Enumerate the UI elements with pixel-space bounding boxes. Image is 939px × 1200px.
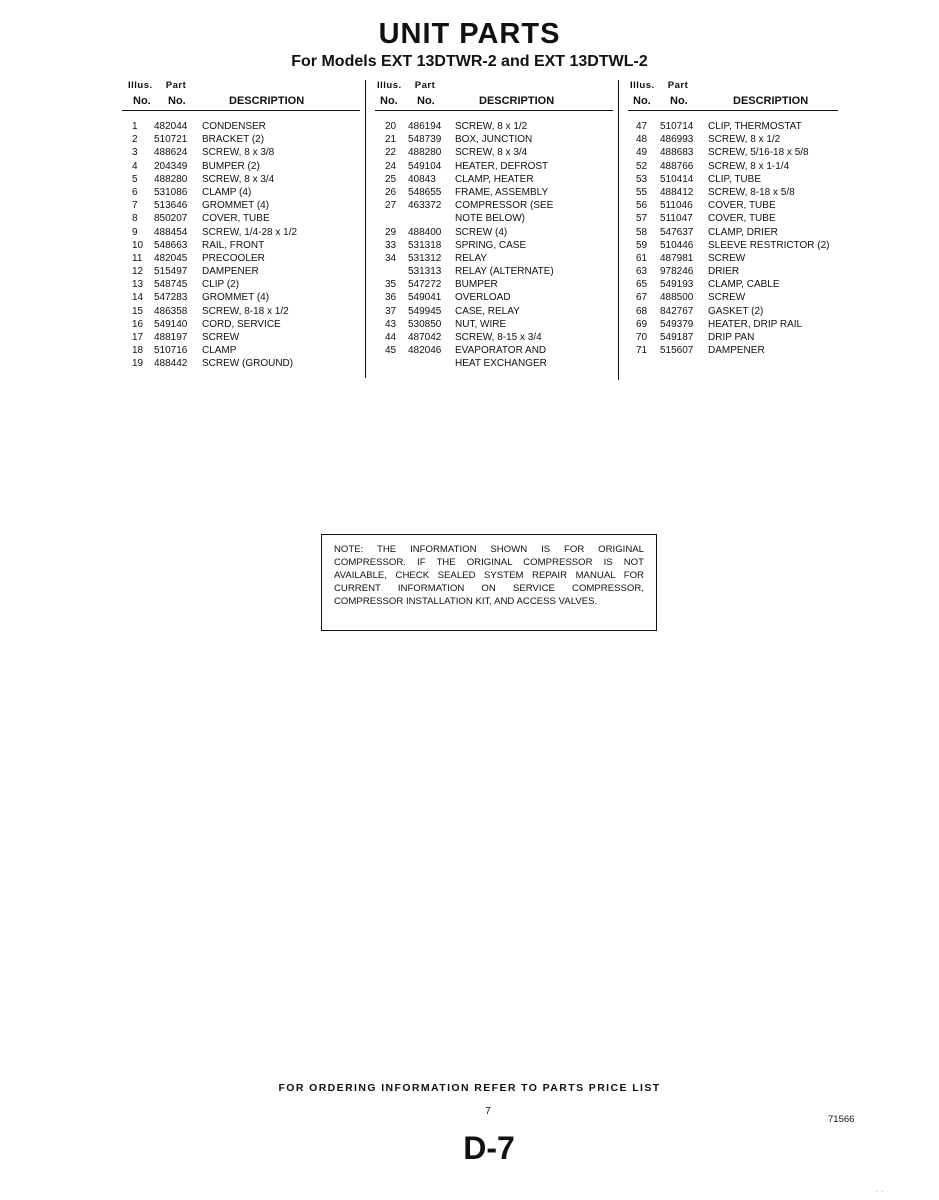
illus-number: 37 — [385, 305, 397, 317]
table-row — [122, 266, 360, 279]
table-row — [375, 358, 613, 371]
part-number: 510414 — [660, 173, 694, 185]
part-description: SCREW, 8-15 x 3/4 — [455, 332, 542, 343]
part-description: SCREW, 8 x 3/8 — [202, 147, 275, 159]
part-number: 487042 — [408, 332, 442, 343]
table-row — [122, 253, 360, 266]
table-row — [122, 227, 360, 240]
illus-number: 70 — [636, 332, 648, 343]
page-label: D-7 — [463, 1130, 515, 1166]
table-row — [375, 121, 613, 134]
illus-number: 14 — [132, 292, 144, 304]
part-number: 549379 — [660, 318, 694, 330]
no-header: No. — [380, 95, 398, 107]
part-description: EVAPORATOR AND — [455, 345, 547, 357]
illus-number: 8 — [132, 213, 138, 225]
part-number: 547637 — [660, 226, 694, 238]
table-row — [375, 253, 613, 266]
part-description: COVER, TUBE — [202, 213, 270, 225]
part-description: SCREW, 8-18 x 5/8 — [708, 186, 795, 198]
table-row — [122, 134, 360, 147]
table-row — [628, 332, 838, 345]
illus-number: 43 — [385, 318, 397, 330]
part-no-header: No. — [168, 95, 186, 107]
part-description: SLEEVE RESTRICTOR (2) — [708, 239, 830, 251]
part-number: 549104 — [408, 160, 442, 172]
part-description: BUMPER — [455, 279, 498, 291]
part-number: 488766 — [660, 160, 694, 172]
illus-number: 53 — [636, 173, 648, 185]
part-description: NUT, WIRE — [455, 318, 507, 330]
part-description: HEAT EXCHANGER — [455, 358, 547, 370]
part-number: 486993 — [660, 134, 694, 146]
illus-number: 4 — [132, 160, 138, 172]
part-number: 511046 — [660, 200, 693, 212]
illus-number: 44 — [385, 332, 397, 343]
illus-number: 56 — [636, 200, 648, 212]
part-description: CLIP, TUBE — [708, 173, 761, 185]
part-number: 549187 — [660, 332, 694, 343]
part-description: CLAMP — [202, 345, 237, 357]
illus-number: 24 — [385, 160, 397, 172]
part-number: 486358 — [154, 305, 188, 317]
illus-number: 55 — [636, 186, 648, 198]
part-description: PRECOOLER — [202, 252, 265, 264]
part-label: Part — [165, 80, 187, 91]
part-number: 530850 — [408, 318, 442, 330]
illus-number: 12 — [132, 266, 144, 278]
illus-number: 3 — [132, 147, 138, 159]
table-row — [122, 200, 360, 213]
parts-column-2 — [375, 80, 613, 372]
illus-number: 26 — [385, 186, 397, 198]
table-row — [628, 253, 838, 266]
table-row — [375, 240, 613, 253]
table-row — [375, 187, 613, 200]
illus-number: 47 — [636, 121, 648, 132]
part-number: 549193 — [660, 279, 694, 291]
part-number: 549945 — [408, 305, 442, 317]
illus-number: 27 — [385, 200, 397, 212]
part-number: 548663 — [154, 239, 188, 251]
part-number: 547272 — [408, 279, 442, 291]
table-row — [375, 319, 613, 332]
part-number: 482046 — [408, 345, 442, 357]
table-row — [628, 213, 838, 226]
illus-number: 68 — [636, 305, 648, 317]
part-description: HEATER, DRIP RAIL — [708, 318, 803, 330]
part-number: 488454 — [154, 226, 188, 238]
part-number: 531312 — [408, 252, 442, 264]
part-label: Part — [414, 80, 436, 91]
illus-number: 18 — [132, 345, 144, 357]
part-description: FRAME, ASSEMBLY — [455, 186, 549, 198]
table-row — [122, 121, 360, 134]
part-description: BRACKET (2) — [202, 134, 265, 146]
table-row — [375, 266, 613, 279]
part-number: 487981 — [660, 252, 694, 264]
part-description: CASE, RELAY — [455, 305, 520, 317]
part-description: DRIER — [708, 266, 740, 278]
table-row — [375, 174, 613, 187]
part-number: 511047 — [660, 213, 693, 225]
parts-column-3 — [628, 80, 838, 358]
table-row — [375, 147, 613, 160]
part-number: 40843 — [408, 173, 436, 185]
illus-number: 49 — [636, 147, 648, 159]
part-number: 513646 — [154, 200, 188, 212]
part-description: SCREW, 8 x 1-1/4 — [708, 160, 790, 172]
table-row — [628, 161, 838, 174]
page-subtitle: For Models EXT 13DTWR-2 and EXT 13DTWL-2 — [291, 53, 648, 70]
table-row — [122, 174, 360, 187]
table-row — [628, 292, 838, 305]
part-description: RELAY — [455, 252, 488, 264]
table-row — [628, 240, 838, 253]
table-row — [375, 279, 613, 292]
part-description: SCREW, 8 x 1/2 — [708, 134, 781, 146]
part-description: CORD, SERVICE — [202, 318, 281, 330]
illus-number: 22 — [385, 147, 397, 159]
table-row — [628, 187, 838, 200]
part-description: CLIP (2) — [202, 279, 240, 291]
part-number: 531318 — [408, 239, 442, 251]
part-number: 850207 — [154, 213, 188, 225]
illus-number: 45 — [385, 345, 397, 357]
document-code: 71566 — [828, 1114, 855, 1125]
part-number: 515497 — [154, 266, 188, 278]
table-row — [375, 134, 613, 147]
illus-number: 20 — [385, 121, 397, 132]
table-row — [375, 161, 613, 174]
part-description: CLAMP, CABLE — [708, 279, 780, 291]
part-number: 488500 — [660, 292, 694, 304]
part-description: SCREW, 8 x 1/2 — [455, 121, 528, 132]
part-description: DRIP PAN — [708, 332, 755, 343]
column-header-top — [122, 80, 360, 93]
table-row — [122, 358, 360, 371]
table-row — [628, 319, 838, 332]
table-row — [122, 147, 360, 160]
table-row — [375, 345, 613, 358]
table-row — [375, 227, 613, 240]
illus-number: 58 — [636, 226, 648, 238]
part-description: BUMPER (2) — [202, 160, 260, 172]
table-row — [628, 345, 838, 358]
table-row — [122, 319, 360, 332]
illus-number: 57 — [636, 213, 648, 225]
part-number: 549041 — [408, 292, 442, 304]
part-description: SCREW (GROUND) — [202, 358, 294, 370]
table-row — [122, 279, 360, 292]
column-header — [628, 93, 838, 111]
column-header — [375, 93, 613, 111]
part-description: RELAY (ALTERNATE) — [455, 266, 554, 278]
description-header: DESCRIPTION — [229, 95, 305, 107]
table-row — [375, 332, 613, 345]
illus-number: 10 — [132, 239, 144, 251]
illus-number: 65 — [636, 279, 648, 291]
part-number: 531313 — [408, 266, 442, 278]
part-number: 488280 — [408, 147, 442, 159]
illus-number: 11 — [132, 252, 143, 264]
table-row — [628, 279, 838, 292]
illus-number: 29 — [385, 226, 397, 238]
table-row — [122, 292, 360, 305]
part-description: CONDENSER — [202, 121, 266, 132]
illus-label: Illus. — [630, 80, 655, 91]
part-number: 510446 — [660, 239, 694, 251]
part-number: 463372 — [408, 200, 442, 212]
part-description: SCREW — [202, 332, 240, 343]
part-description: SCREW — [708, 292, 746, 304]
part-number: 510721 — [154, 134, 188, 146]
illus-number: 2 — [132, 134, 138, 146]
part-no-header: No. — [670, 95, 688, 107]
part-description: CLAMP (4) — [202, 186, 252, 198]
parts-column-1 — [122, 80, 360, 372]
illus-number: 69 — [636, 318, 648, 330]
part-number: 488280 — [154, 173, 188, 185]
illus-number: 21 — [385, 134, 397, 146]
part-number: 488624 — [154, 147, 188, 159]
part-number: 486194 — [408, 121, 442, 132]
table-row — [375, 213, 613, 226]
part-description: GASKET (2) — [708, 305, 764, 317]
part-number: 548655 — [408, 186, 442, 198]
illus-number: 63 — [636, 266, 648, 278]
table-row — [628, 200, 838, 213]
illus-number: 9 — [132, 226, 138, 238]
part-description: SCREW — [708, 252, 746, 264]
compressor-note: NOTE: THE INFORMATION SHOWN IS FOR ORIGINAL COMPRESSOR. IF THE ORIGINAL COMPRESSOR IS NOT AVAILABLE, CHECK SEALED SYSTEM REPAIR MANUAL FOR CURRENT INFORMATION ON SERVICE COMPRESSOR, COMPRESSOR INSTALLATION KIT, AND ACCESS VALVES. — [321, 534, 657, 631]
illus-number: 33 — [385, 239, 397, 251]
part-description: DAMPENER — [708, 345, 765, 357]
illus-number: 5 — [132, 173, 138, 185]
illus-number: 48 — [636, 134, 648, 146]
part-number: 510714 — [660, 121, 694, 132]
part-description: COVER, TUBE — [708, 213, 776, 225]
table-row — [122, 161, 360, 174]
part-description: NOTE BELOW) — [455, 213, 526, 225]
part-description: HEATER, DEFROST — [455, 160, 549, 172]
illus-number: 36 — [385, 292, 397, 304]
part-number: 842767 — [660, 305, 694, 317]
part-number: 488400 — [408, 226, 442, 238]
table-row — [122, 187, 360, 200]
part-number: 548745 — [154, 279, 188, 291]
table-row — [375, 306, 613, 319]
part-description: SCREW, 8-18 x 1/2 — [202, 305, 289, 317]
ordering-info-footer: FOR ORDERING INFORMATION REFER TO PARTS PRICE LIST — [278, 1082, 661, 1094]
table-row — [375, 200, 613, 213]
part-description: COMPRESSOR (SEE — [455, 200, 554, 212]
description-header: DESCRIPTION — [479, 95, 555, 107]
table-row — [122, 332, 360, 345]
description-header: DESCRIPTION — [733, 95, 809, 107]
page-title: UNIT PARTS — [378, 18, 561, 50]
column-divider — [365, 80, 366, 378]
table-row — [628, 121, 838, 134]
part-description: CLIP, THERMOSTAT — [708, 121, 802, 132]
illus-label: Illus. — [128, 80, 153, 91]
part-description: SCREW (4) — [455, 226, 508, 238]
illus-number: 61 — [636, 252, 648, 264]
table-row — [375, 292, 613, 305]
table-row — [122, 240, 360, 253]
illus-number: 34 — [385, 252, 397, 264]
part-description: SPRING, CASE — [455, 239, 527, 251]
part-number: 488442 — [154, 358, 188, 370]
part-description: BOX, JUNCTION — [455, 134, 533, 146]
illus-number: 13 — [132, 279, 144, 291]
illus-number: 19 — [132, 358, 144, 370]
part-description: OVERLOAD — [455, 292, 511, 304]
part-number: 510716 — [154, 345, 188, 357]
table-row — [628, 266, 838, 279]
column-header — [122, 93, 360, 111]
illus-number: 59 — [636, 239, 648, 251]
part-number: 482044 — [154, 121, 188, 132]
table-row — [122, 345, 360, 358]
column-header-top — [375, 80, 613, 93]
table-row — [122, 306, 360, 319]
illus-number: 17 — [132, 332, 144, 343]
no-header: No. — [633, 95, 651, 107]
part-description: GROMMET (4) — [202, 200, 270, 212]
illus-label: Illus. — [377, 80, 402, 91]
part-description: DAMPENER — [202, 266, 259, 278]
part-number: 488412 — [660, 186, 694, 198]
column-header-top — [628, 80, 838, 93]
illus-number: 15 — [132, 305, 144, 317]
part-no-header: No. — [417, 95, 435, 107]
illus-number: 16 — [132, 318, 144, 330]
part-description: SCREW, 5/16-18 x 5/8 — [708, 147, 809, 159]
parts-list — [122, 121, 360, 372]
part-number: 549140 — [154, 318, 188, 330]
no-header: No. — [133, 95, 151, 107]
part-description: COVER, TUBE — [708, 200, 776, 212]
part-number: 531086 — [154, 186, 188, 198]
part-description: SCREW, 8 x 3/4 — [202, 173, 275, 185]
part-number: 548739 — [408, 134, 442, 146]
illus-number: 1 — [132, 121, 138, 132]
column-divider — [618, 80, 619, 380]
part-description: CLAMP, HEATER — [455, 173, 534, 185]
scan-specks: · · — [876, 1189, 884, 1195]
part-number: 488197 — [154, 332, 188, 343]
part-description: SCREW, 1/4-28 x 1/2 — [202, 226, 298, 238]
part-description: CLAMP, DRIER — [708, 226, 778, 238]
part-description: GROMMET (4) — [202, 292, 270, 304]
illus-number: 67 — [636, 292, 648, 304]
table-row — [628, 306, 838, 319]
illus-number: 6 — [132, 186, 138, 198]
part-number: 482045 — [154, 252, 188, 264]
parts-list — [375, 121, 613, 372]
part-number: 978246 — [660, 266, 694, 278]
part-label: Part — [667, 80, 689, 91]
part-number: 515607 — [660, 345, 694, 357]
parts-list — [628, 121, 838, 358]
illus-number: 35 — [385, 279, 397, 291]
table-row — [122, 213, 360, 226]
page-number: 7 — [485, 1106, 491, 1117]
illus-number: 52 — [636, 160, 648, 172]
illus-number: 71 — [636, 345, 648, 357]
part-description: RAIL, FRONT — [202, 239, 265, 251]
table-row — [628, 134, 838, 147]
illus-number: 7 — [132, 200, 138, 212]
table-row — [628, 174, 838, 187]
part-number: 547283 — [154, 292, 188, 304]
illus-number: 25 — [385, 173, 397, 185]
part-number: 204349 — [154, 160, 188, 172]
part-number: 488683 — [660, 147, 694, 159]
table-row — [628, 147, 838, 160]
part-description: SCREW, 8 x 3/4 — [455, 147, 528, 159]
table-row — [628, 227, 838, 240]
